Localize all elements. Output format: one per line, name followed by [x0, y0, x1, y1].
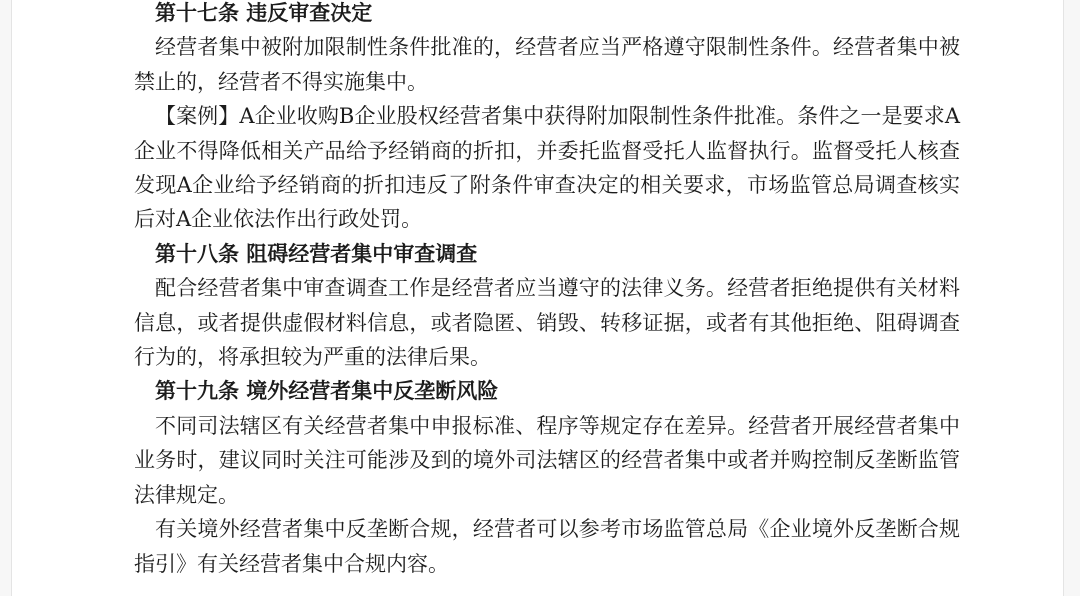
document-page [11, 0, 1064, 596]
article-17-case-paragraph: 【案例】A企业收购B企业股权经营者集中获得附加限制性条件批准。条件之一是要求A企业不得降低相关产品给予经销商的折扣，并委托监督受托人监督执行。监督受托人核查发现A企业给予经销商的折扣违反了附条件审查决定的相关要求，市场监管总局调查核实后对A企业依法作出行政处罚。 [134, 104, 960, 232]
article-17-heading: 第十七条 违反审查决定 [155, 0, 373, 25]
article-19-paragraph-1: 不同司法辖区有关经营者集中申报标准、程序等规定存在差异。经营者开展经营者集中业务时，建议同时关注可能涉及到的境外司法辖区的经营者集中或者并购控制反垄断监管法律规定。 [134, 413, 960, 507]
article-18-heading: 第十八条 阻碍经营者集中审查调查 [155, 240, 478, 266]
article-17-paragraph-1: 经营者集中被附加限制性条件批准的，经营者应当严格遵守限制性条件。经营者集中被禁止的，经营者不得实施集中。 [134, 35, 960, 94]
article-19-paragraph-2: 有关境外经营者集中反垄断合规，经营者可以参考市场监管总局《企业境外反垄断合规指引》有关经营者集中合规内容。 [134, 517, 960, 576]
article-19-heading: 第十九条 境外经营者集中反垄断风险 [155, 378, 499, 404]
article-18-paragraph-1: 配合经营者集中审查调查工作是经营者应当遵守的法律义务。经营者拒绝提供有关材料信息，或者提供虚假材料信息，或者隐匿、销毁、转移证据，或者有其他拒绝、阻碍调查行为的，将承担较为严重的法律后果。 [134, 276, 960, 370]
document-body [134, 0, 960, 581]
